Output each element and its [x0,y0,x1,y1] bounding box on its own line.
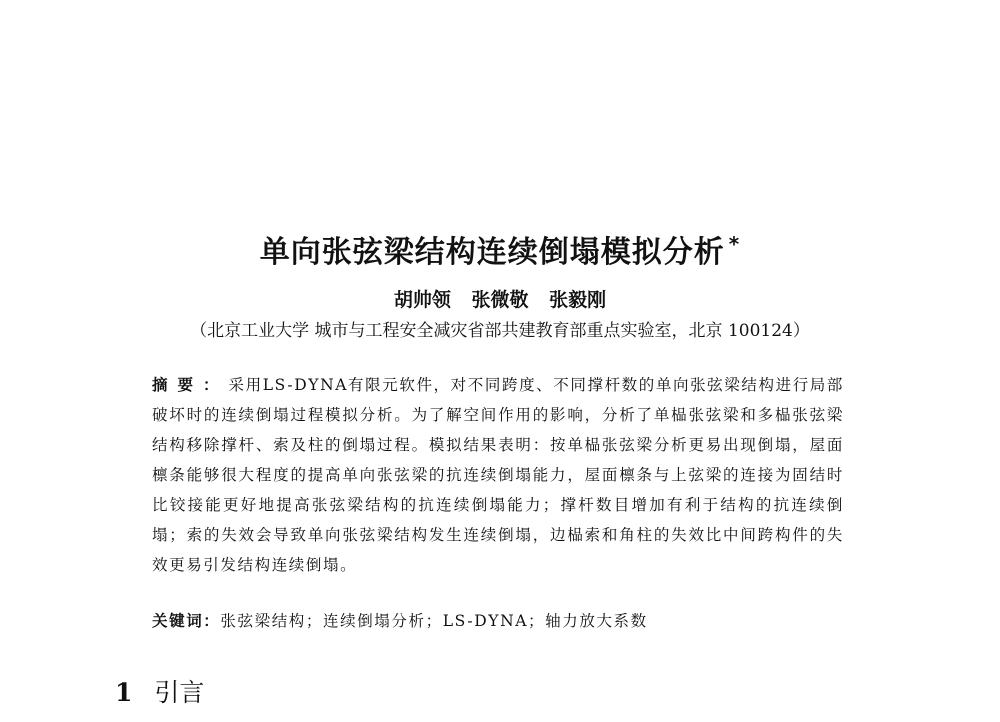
keywords-block [152,607,844,635]
section-title: 引言 [154,678,205,707]
section-heading [115,676,204,710]
title-footnote-mark: * [728,232,741,256]
paper-title [0,224,1000,273]
author-list: 胡帅领 张微敬 张毅刚 [393,289,607,311]
abstract-label: 摘要： [152,376,229,394]
abstract-text: 采用LS-DYNA有限元软件，对不同跨度、不同撑杆数的单向张弦梁结构进行局部破坏时的连续倒塌过程模拟分析。为了解空间作用的影响，分析了单榀张弦梁和多榀张弦梁结构移除撑杆、索及柱的倒塌过程。模拟结果表明：按单榀张弦梁分析更易出现倒塌，屋面檩条能够很大程度的提高单向张弦梁的抗连续倒塌能力，屋面檩条与上弦梁的连接为固结时比铰接能更好地提高张弦梁结构的抗连续倒塌能力；撑杆数目增加有利于结构的抗连续倒塌；索的失效会导致单向张弦梁结构发生连续倒塌，边榀索和角柱的失效比中间跨构件的失效更易引发结构连续倒塌。 [152,376,844,574]
author-affiliation: （北京工业大学 城市与工程安全减灾省部共建教育部重点实验室，北京 100124） [190,321,810,341]
paper-title-text: 单向张弦梁结构连续倒塌模拟分析 [259,235,725,270]
keywords-label: 关键词： [152,612,221,630]
abstract-block [152,370,844,580]
section-number: 1 [115,678,133,707]
keywords-text: 张弦梁结构；连续倒塌分析；LS-DYNA；轴力放大系数 [220,612,648,630]
